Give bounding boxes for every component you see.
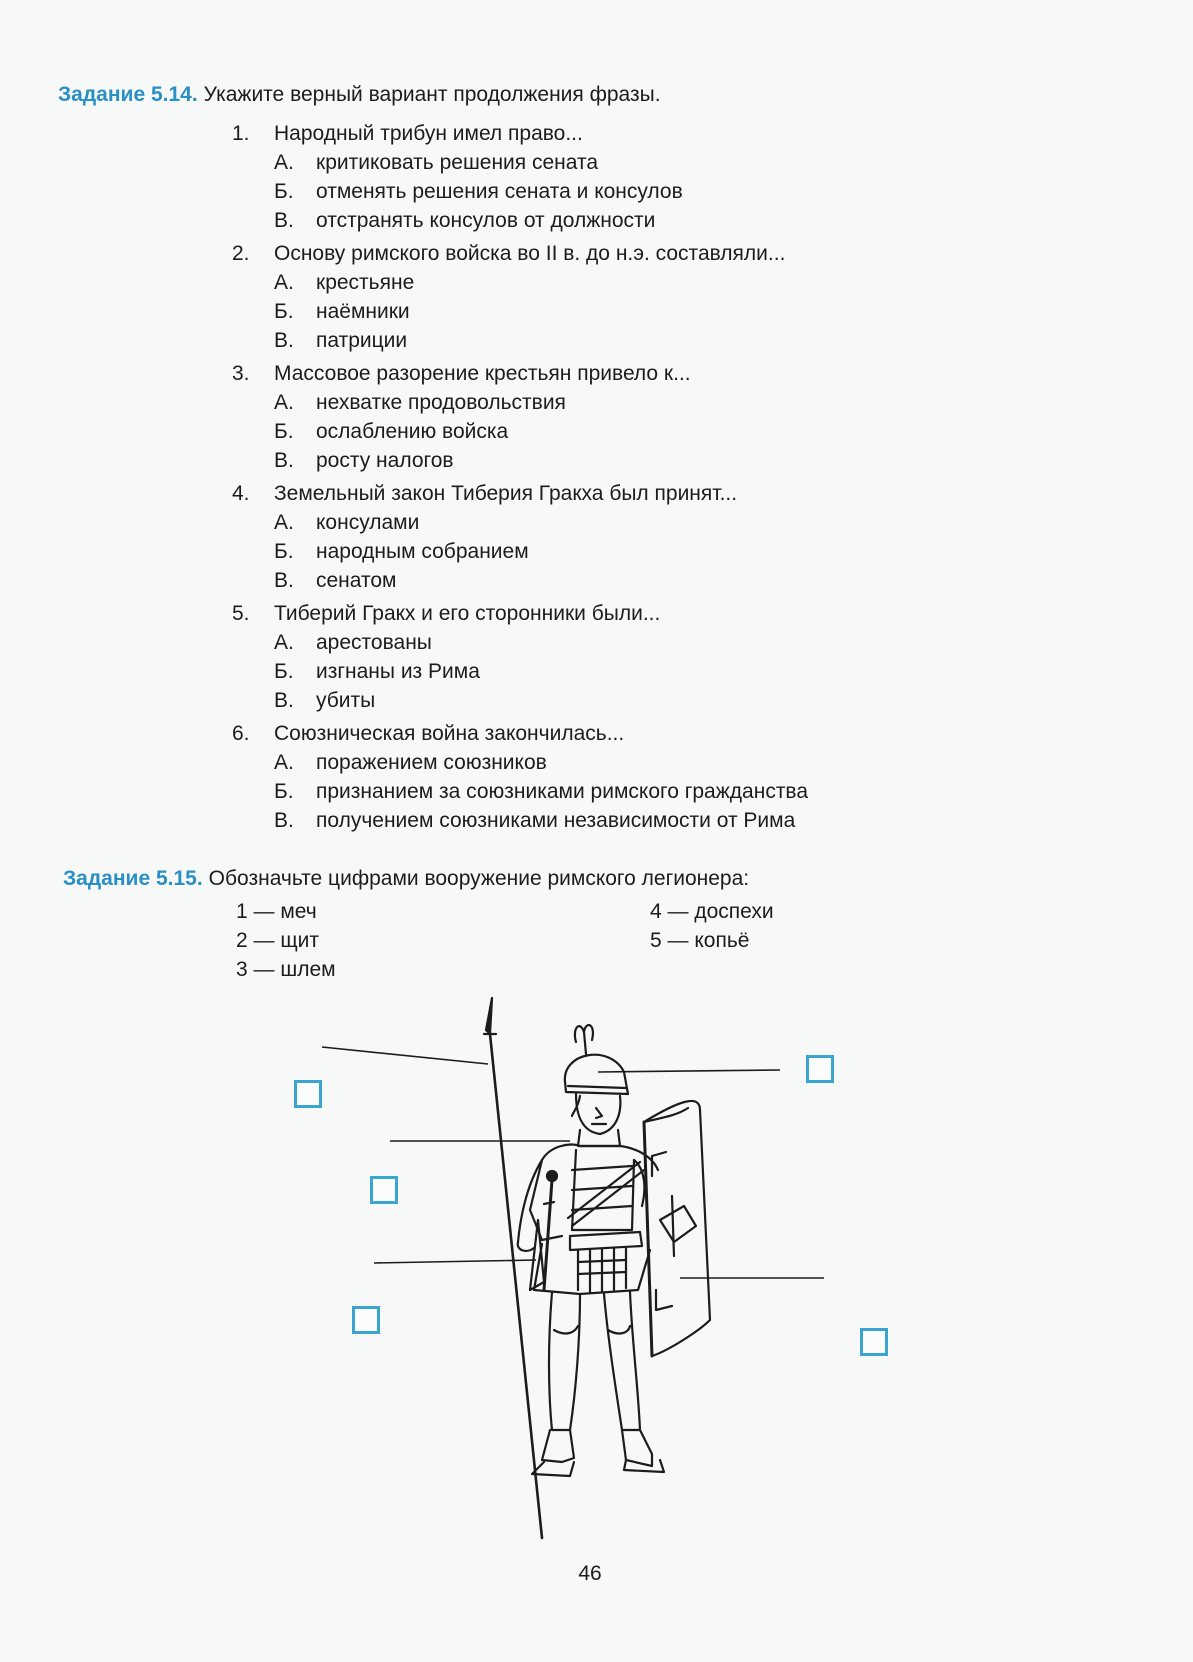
- task-5-14-prompt: Укажите верный вариант продолжения фразы.: [203, 83, 661, 106]
- option-text: сенатом: [316, 569, 397, 592]
- question-text: Народный трибун имел право...: [274, 122, 583, 145]
- weapon-item-shield: 2 — щит: [236, 929, 319, 952]
- answer-option[interactable]: [274, 206, 1112, 235]
- answer-option[interactable]: [274, 806, 1112, 835]
- answer-box-spear[interactable]: [294, 1080, 322, 1108]
- option-letter: А.: [274, 631, 294, 654]
- answer-options: [232, 628, 1112, 715]
- sword-hilt: [544, 1180, 552, 1290]
- option-letter: В.: [274, 449, 294, 472]
- answer-options: [232, 268, 1112, 355]
- question-item: [232, 719, 1112, 835]
- answer-options: [232, 388, 1112, 475]
- option-letter: А.: [274, 751, 294, 774]
- answer-option[interactable]: [274, 686, 1112, 715]
- question-line: [232, 599, 1112, 628]
- answer-option[interactable]: [274, 777, 1112, 806]
- option-letter: В.: [274, 329, 294, 352]
- question-item: [232, 479, 1112, 595]
- answer-option[interactable]: [274, 537, 1112, 566]
- task-5-15-heading: [63, 866, 749, 892]
- option-letter: А.: [274, 391, 294, 414]
- answer-option[interactable]: [274, 388, 1112, 417]
- leader-line-helmet: [598, 1070, 780, 1072]
- answer-option[interactable]: [274, 417, 1112, 446]
- answer-option[interactable]: [274, 326, 1112, 355]
- weapon-item-spear: 5 — копьё: [650, 929, 750, 952]
- weapon-item-sword: 1 — меч: [236, 900, 317, 923]
- option-text: ослаблению войска: [316, 420, 509, 443]
- answer-option[interactable]: [274, 748, 1112, 777]
- weapon-item-helmet: 3 — шлем: [236, 958, 336, 981]
- question-item: [232, 119, 1112, 235]
- answer-box-helmet[interactable]: [806, 1055, 834, 1083]
- option-letter: А.: [274, 151, 294, 174]
- answer-option[interactable]: [274, 268, 1112, 297]
- answer-option[interactable]: [274, 628, 1112, 657]
- answer-option[interactable]: [274, 297, 1112, 326]
- question-item: [232, 239, 1112, 355]
- question-number: 3.: [232, 362, 250, 385]
- shield-shape: [644, 1101, 710, 1356]
- option-text: консулами: [316, 511, 420, 534]
- question-line: [232, 719, 1112, 748]
- answer-option[interactable]: [274, 566, 1112, 595]
- option-letter: Б.: [274, 780, 294, 803]
- question-number: 4.: [232, 482, 250, 505]
- option-letter: А.: [274, 271, 294, 294]
- answer-option[interactable]: [274, 657, 1112, 686]
- question-number: 1.: [232, 122, 250, 145]
- task-5-15-prompt: Обозначьте цифрами вооружение римского легионера:: [208, 867, 750, 890]
- option-text: росту налогов: [316, 449, 454, 472]
- option-letter: В.: [274, 209, 294, 232]
- answer-option[interactable]: [274, 446, 1112, 475]
- answer-options: [232, 748, 1112, 835]
- question-item: [232, 359, 1112, 475]
- answer-options: [232, 508, 1112, 595]
- option-letter: В.: [274, 569, 294, 592]
- question-text: Союзническая война закончилась...: [274, 722, 625, 745]
- option-letter: Б.: [274, 180, 294, 203]
- spear-tip: [486, 998, 492, 1034]
- option-text: убиты: [316, 689, 376, 712]
- task-5-14-label: Задание 5.14.: [58, 83, 198, 106]
- answer-option[interactable]: [274, 177, 1112, 206]
- question-line: [232, 359, 1112, 388]
- option-letter: Б.: [274, 420, 294, 443]
- option-text: патриции: [316, 329, 408, 352]
- option-text: арестованы: [316, 631, 432, 654]
- weapon-list-right: [650, 897, 774, 955]
- question-text: Земельный закон Тиберия Гракха был принят...: [274, 482, 738, 505]
- option-text: отстранять консулов от должности: [316, 209, 656, 232]
- question-number: 5.: [232, 602, 250, 625]
- question-line: [232, 239, 1112, 268]
- option-text: поражением союзников: [316, 751, 547, 774]
- option-text: нехватке продовольствия: [316, 391, 566, 414]
- option-letter: Б.: [274, 540, 294, 563]
- option-text: народным собранием: [316, 540, 529, 563]
- answer-box-sword[interactable]: [352, 1306, 380, 1334]
- question-text: Массовое разорение крестьян привело к...: [274, 362, 691, 385]
- answer-option[interactable]: [274, 148, 1112, 177]
- option-text: признанием за союзниками римского гражданства: [316, 780, 809, 803]
- question-item: [232, 599, 1112, 715]
- option-letter: Б.: [274, 300, 294, 323]
- answer-options: [232, 148, 1112, 235]
- weapon-item-armor: 4 — доспехи: [650, 900, 774, 923]
- option-letter: В.: [274, 689, 294, 712]
- option-letter: В.: [274, 809, 294, 832]
- option-letter: А.: [274, 511, 294, 534]
- leader-line-spear: [322, 1047, 488, 1064]
- option-text: отменять решения сената и консулов: [316, 180, 683, 203]
- answer-box-armor[interactable]: [370, 1176, 398, 1204]
- page-number: 46: [578, 1562, 602, 1585]
- question-number: 2.: [232, 242, 250, 265]
- task-5-14-heading: [58, 82, 661, 108]
- question-number: 6.: [232, 722, 250, 745]
- option-text: изгнаны из Рима: [316, 660, 480, 683]
- answer-option[interactable]: [274, 508, 1112, 537]
- answer-box-shield[interactable]: [860, 1328, 888, 1356]
- option-letter: Б.: [274, 660, 294, 683]
- option-text: получением союзниками независимости от Рима: [316, 809, 796, 832]
- weapon-list-left: [236, 897, 336, 984]
- option-text: крестьяне: [316, 271, 415, 294]
- question-text: Основу римского войска во II в. до н.э. составляли...: [274, 242, 786, 265]
- option-text: критиковать решения сената: [316, 151, 599, 174]
- question-line: [232, 479, 1112, 508]
- question-text: Тиберий Гракх и его сторонники были...: [274, 602, 661, 625]
- task-5-15-label: Задание 5.15.: [63, 867, 203, 890]
- leader-line-sword: [374, 1260, 536, 1263]
- question-line: [232, 119, 1112, 148]
- option-text: наёмники: [316, 300, 410, 323]
- question-list: [232, 119, 1112, 839]
